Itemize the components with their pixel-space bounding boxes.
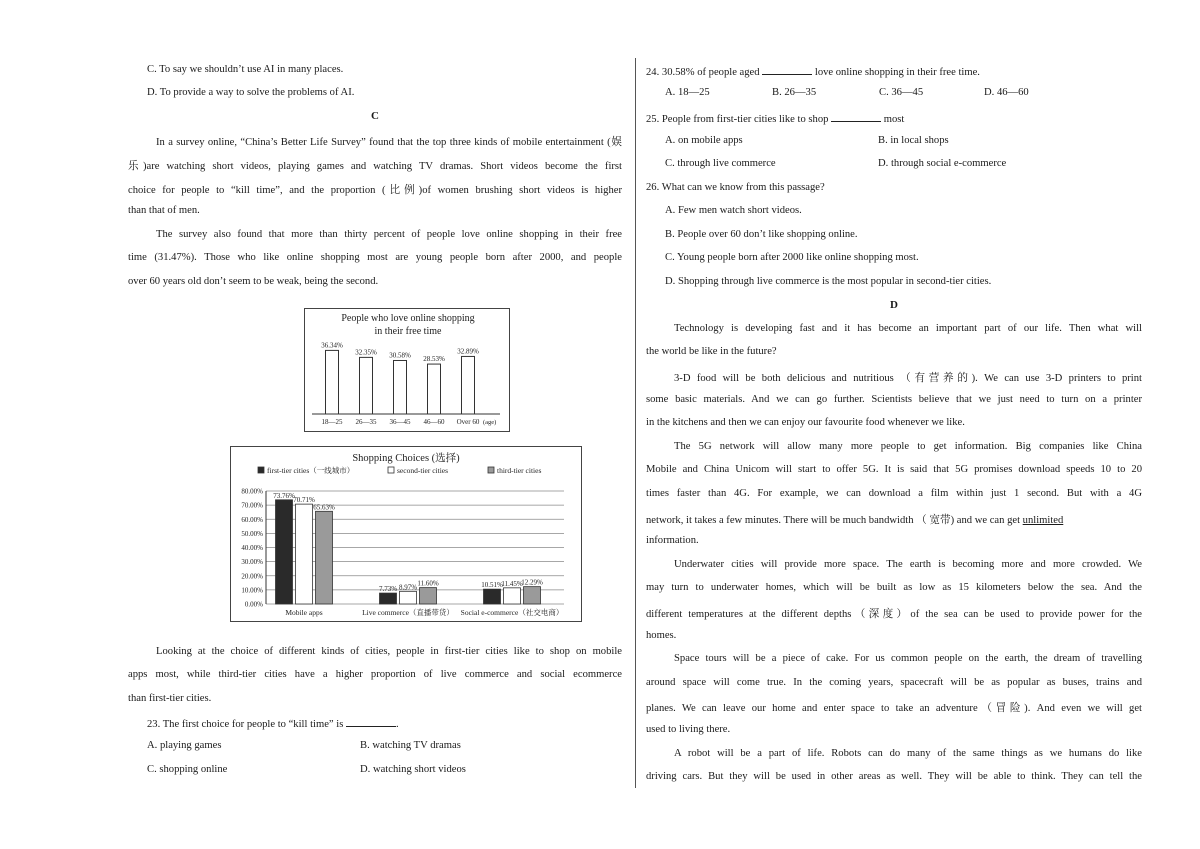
q23-option-b: B. watching TV dramas xyxy=(360,740,461,751)
answer-blank xyxy=(831,111,881,122)
chart2-legend-label: first-tier cities（一线城市） xyxy=(267,466,355,475)
chart2-y-tick-label: 30.00% xyxy=(241,558,263,567)
q26-stem: 26. What can we know from this passage? xyxy=(646,182,825,193)
d-p5-line2: around space will come true. In the coming years, spacecraft will be as popular as buses, trains and xyxy=(646,677,1142,688)
chart2-category-label: Mobile apps xyxy=(285,608,323,617)
d-p4-line4: homes. xyxy=(646,630,677,641)
q25-option-c: C. through live commerce xyxy=(665,158,776,169)
q25-option-b: B. in local shops xyxy=(878,135,949,146)
chart2-bar xyxy=(484,589,501,604)
chart2-y-tick-label: 40.00% xyxy=(241,544,263,552)
c-p2-line3: over 60 years old don’t seem to be weak, being the second. xyxy=(128,276,379,287)
c-p3-line2: apps most, while third-tier cities have a higher proportion of live commerce and social ecommerce xyxy=(128,669,622,680)
chart2-y-tick-label: 80.00% xyxy=(241,487,263,496)
c-p3-line1: Looking at the choice of different kinds of cities, people in first-tier cities like to shop on mobile xyxy=(156,646,622,657)
d-p4-line3: different temperatures at the different depths（深度）of the sea can be used to provide power for the xyxy=(646,609,1142,620)
q23-option-d: D. watching short videos xyxy=(360,764,466,775)
chart1-x-unit: (age) xyxy=(483,419,497,426)
chart2-legend-swatch xyxy=(488,467,494,473)
chart2-bar xyxy=(420,588,437,604)
chart2-bar xyxy=(316,511,333,604)
chart1-title-line2: in their free time xyxy=(374,326,442,337)
chart2-y-tick-label: 20.00% xyxy=(241,572,263,581)
d-p6-line2: driving cars. But they will be used in other areas as well. They will be able to think. They can tell the xyxy=(646,771,1142,782)
q24-stem: 24. 30.58% of people aged love online shopping in their free time. xyxy=(646,64,980,78)
chart2-value-label: 8.97% xyxy=(398,583,418,592)
c-p2-line1: The survey also found that more than thirty percent of people love online shopping in their free xyxy=(156,229,622,240)
d-p2-line1: 3-D food will be both delicious and nutritious （有营养的). We can use 3-D printers to print xyxy=(674,373,1142,384)
chart1-bar xyxy=(428,364,441,414)
chart1-value-label: 32.89% xyxy=(457,347,479,356)
chart1-category-label: Over 60 xyxy=(456,418,480,426)
q26-option-a: A. Few men watch short videos. xyxy=(665,205,802,216)
d-p5-line1: Space tours will be a piece of cake. For us common people on the earth, the dream of travelling xyxy=(674,653,1142,664)
q26-option-b: B. People over 60 don’t like shopping online. xyxy=(665,229,858,240)
chart2-bar xyxy=(504,588,521,604)
d-p2-line3: in the kitchens and then we can enjoy our favourite food whenever we like. xyxy=(646,417,965,428)
q23-stem: 23. The first choice for people to “kill time” is . xyxy=(147,716,399,730)
c-p1-line2: 乐)are watching short videos, playing games and watching TV dramas. Short videos become the first xyxy=(128,161,622,172)
chart2-y-tick-label: 0.00% xyxy=(244,600,263,609)
chart2-value-label: 12.29% xyxy=(521,578,543,587)
chart2-y-tick-label: 50.00% xyxy=(241,529,263,538)
chart1-category-label: 46—60 xyxy=(423,418,445,426)
chart2-bar xyxy=(380,593,397,604)
d-p3-line4: network, it takes a few minutes. There will be much bandwidth （ 宽带) and we can get unlimited xyxy=(646,515,1064,526)
q25-option-a: A. on mobile apps xyxy=(665,135,743,146)
d-p1-line2: the world be like in the future? xyxy=(646,346,777,357)
d-p3-line1: The 5G network will allow many more people to get information. Big companies like China xyxy=(674,441,1142,452)
q23-option-a: A. playing games xyxy=(147,740,222,751)
chart2-bar xyxy=(276,500,293,604)
chart2-value-label: 11.45% xyxy=(501,579,523,588)
chart2-y-tick-label: 70.00% xyxy=(241,501,263,510)
d-p4-line2: may turn to underwater homes, which will be built as low as 15 kilometers below the sea. And the xyxy=(646,582,1142,593)
section-c-heading: C xyxy=(371,110,379,122)
chart1-bar xyxy=(360,357,373,414)
chart1-bar xyxy=(394,360,407,414)
chart1-category-label: 26—35 xyxy=(355,418,377,426)
q24-option-c: C. 36—45 xyxy=(879,87,924,98)
chart1-bar xyxy=(462,356,475,414)
chart1-value-label: 32.35% xyxy=(355,348,377,357)
d-p3-line2: Mobile and China Unicom will start to offer 5G. It is said that 5G promises download speeds 10 to 20 xyxy=(646,464,1142,475)
q24-option-b: B. 26—35 xyxy=(772,87,817,98)
q23-option-c: C. shopping online xyxy=(147,764,228,775)
d-p1-line1: Technology is developing fast and it has become an important part of our life. Then what will xyxy=(674,323,1142,334)
chart1-value-label: 36.34% xyxy=(321,341,343,350)
chart2-category-label: Live commerce（直播带货） xyxy=(362,608,454,617)
chart2-category-label: Social e-commerce（社交电商） xyxy=(460,608,564,617)
c-p1-line1: In a survey online, “China’s Better Life Survey” found that the top three kinds of mobile entertainment (娱 xyxy=(156,137,622,148)
d-p3-line5: information. xyxy=(646,535,699,546)
option-d-prev: D. To provide a way to solve the problems of AI. xyxy=(147,87,355,98)
chart1-bar xyxy=(326,350,339,414)
d-p6-line1: A robot will be a part of life. Robots can do many of the same things as we humans do like xyxy=(674,748,1142,759)
chart2-legend-swatch xyxy=(388,467,394,473)
chart2-legend-label: second-tier cities xyxy=(397,466,449,475)
underlined-word: unlimited xyxy=(1022,515,1064,526)
chart2-legend-swatch xyxy=(258,467,264,473)
chart1-category-label: 18—25 xyxy=(321,418,343,426)
shopping-choices-chart xyxy=(230,446,582,622)
answer-blank xyxy=(346,716,396,727)
d-p5-line4: used to living there. xyxy=(646,724,731,735)
chart2-y-tick-label: 10.00% xyxy=(241,586,263,595)
d-p3-line3: times faster than 4G. For example, we can download a film within just 1 second. But with a 4G xyxy=(646,488,1142,499)
chart2-bar xyxy=(400,591,417,604)
chart2-value-label: 70.71% xyxy=(293,496,315,505)
q24-option-d: D. 46—60 xyxy=(984,87,1029,98)
c-p1-line4: than that of men. xyxy=(128,205,200,216)
q24-option-a: A. 18—25 xyxy=(665,87,710,98)
answer-blank xyxy=(762,64,812,75)
chart2-value-label: 10.51% xyxy=(481,581,503,590)
c-p3-line3: than first-tier cities. xyxy=(128,693,212,704)
chart1-value-label: 28.53% xyxy=(423,355,445,364)
chart2-legend-label: third-tier cities xyxy=(497,466,542,475)
q26-option-c: C. Young people born after 2000 like online shopping most. xyxy=(665,252,919,263)
d-p2-line2: some basic materials. And we can go further. Scientists believe that we just need to turn on a printer xyxy=(646,394,1142,405)
chart2-value-label: 11.60% xyxy=(417,579,439,588)
chart2-y-tick-label: 60.00% xyxy=(241,515,263,524)
q25-option-d: D. through social e-commerce xyxy=(878,158,1007,169)
chart1-category-label: 36—45 xyxy=(389,418,411,426)
chart1-title: People who love online shopping xyxy=(341,313,475,324)
d-p4-line1: Underwater cities will provide more space. The earth is becoming more and more crowded. We xyxy=(674,559,1142,570)
chart2-bar xyxy=(524,587,541,604)
chart1-value-label: 30.58% xyxy=(389,351,411,360)
chart2-bar xyxy=(296,504,313,604)
age-bar-chart xyxy=(304,308,510,432)
chart2-value-label: 73.76% xyxy=(273,491,295,500)
q26-option-d: D. Shopping through live commerce is the most popular in second-tier cities. xyxy=(665,276,992,287)
chart2-value-label: 65.63% xyxy=(313,503,335,512)
c-p1-line3: choice for people to “kill time”, and the proportion (比例)of women brushing short videos is higher xyxy=(128,185,622,196)
chart2-title: Shopping Choices (选择) xyxy=(352,453,460,464)
c-p2-line2: time (31.47%). Those who like online shopping most are young people born after 2000, and people xyxy=(128,252,622,263)
section-d-heading: D xyxy=(890,299,898,311)
column-divider xyxy=(635,58,636,788)
q25-stem: 25. People from first-tier cities like to shop most xyxy=(646,111,904,125)
d-p5-line3: planes. We can leave our home and enter space to take an adventure（冒险). And even we will get xyxy=(646,703,1142,714)
option-c-prev: C. To say we shouldn’t use AI in many places. xyxy=(147,64,344,75)
chart2-value-label: 7.73% xyxy=(378,585,398,594)
